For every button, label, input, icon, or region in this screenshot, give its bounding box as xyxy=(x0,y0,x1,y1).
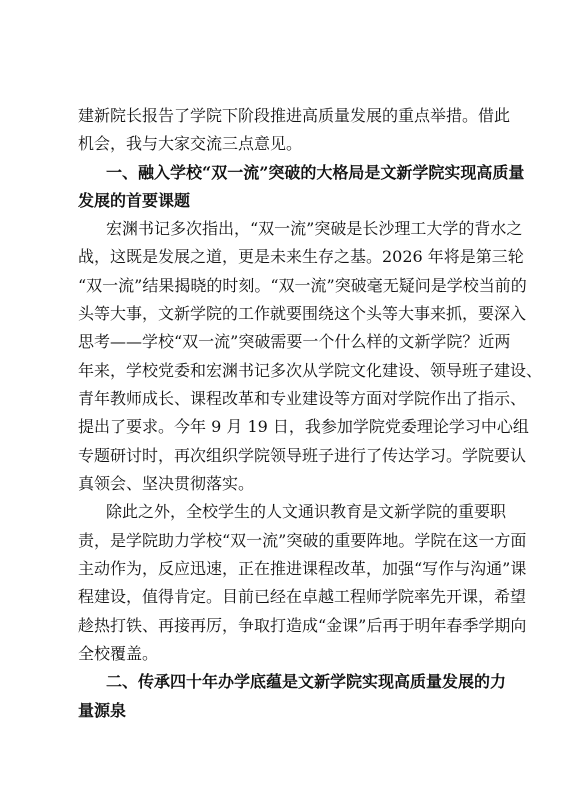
text-line: 青年教师成长、课程改革和专业建设等方面对学院作出了指示、 xyxy=(78,389,527,408)
text-line: 真领会、坚决贯彻落实。 xyxy=(78,474,255,493)
text-line: 专题研讨时，再次组织学院领导班子进行了传达学习。学院要认 xyxy=(78,446,527,465)
text-line: 战，这既是发展之道，更是未来生存之基。2026 年将是第三轮 xyxy=(78,247,524,266)
text-line: 责，是学院助力学校“双一流”突破的重要阵地。学院在这一方面 xyxy=(78,531,527,550)
text-line: 年来，学校党委和宏渊书记多次从学院文化建设、领导班子建设、 xyxy=(78,361,543,380)
section-heading: 一、融入学校“双一流”突破的大格局是文新学院实现高质量 xyxy=(106,163,525,182)
text-line: 宏渊书记多次指出，“双一流”突破是长沙理工大学的背水之 xyxy=(106,219,523,238)
text-line: 全校覆盖。 xyxy=(78,644,159,663)
text-line: 趁热打铁、再接再厉，争取打造成“金课”后再于明年春季学期向 xyxy=(78,616,527,635)
text-line: “双一流”结果揭晓的时刻。“双一流”突破毫无疑问是学校当前的 xyxy=(78,276,527,295)
text-line: 建新院长报告了学院下阶段推进高质量发展的重点举措。借此 xyxy=(78,106,511,125)
section-heading: 二、传承四十年办学底蕴是文新学院实现高质量发展的力 xyxy=(106,672,507,691)
text-line: 主动作为，反应迅速，正在推进课程改革，加强“写作与沟通”课 xyxy=(78,559,527,578)
text-line: 思考——学校“双一流”突破需要一个什么样的文新学院？近两 xyxy=(78,332,511,351)
text-line: 除此之外，全校学生的人文通识教育是文新学院的重要职 xyxy=(106,502,507,521)
section-heading: 量源泉 xyxy=(78,701,127,720)
section-heading: 发展的首要课题 xyxy=(78,191,191,210)
text-line: 机会，我与大家交流三点意见。 xyxy=(78,134,303,153)
text-line: 程建设，值得肯定。目前已经在卓越工程师学院率先开课，希望 xyxy=(78,587,527,606)
text-line: 头等大事，文新学院的工作就要围绕这个头等大事来抓，要深入 xyxy=(78,304,527,323)
text-line: 提出了要求。今年 9 月 19 日，我参加学院党委理论学习中心组 xyxy=(78,417,529,436)
